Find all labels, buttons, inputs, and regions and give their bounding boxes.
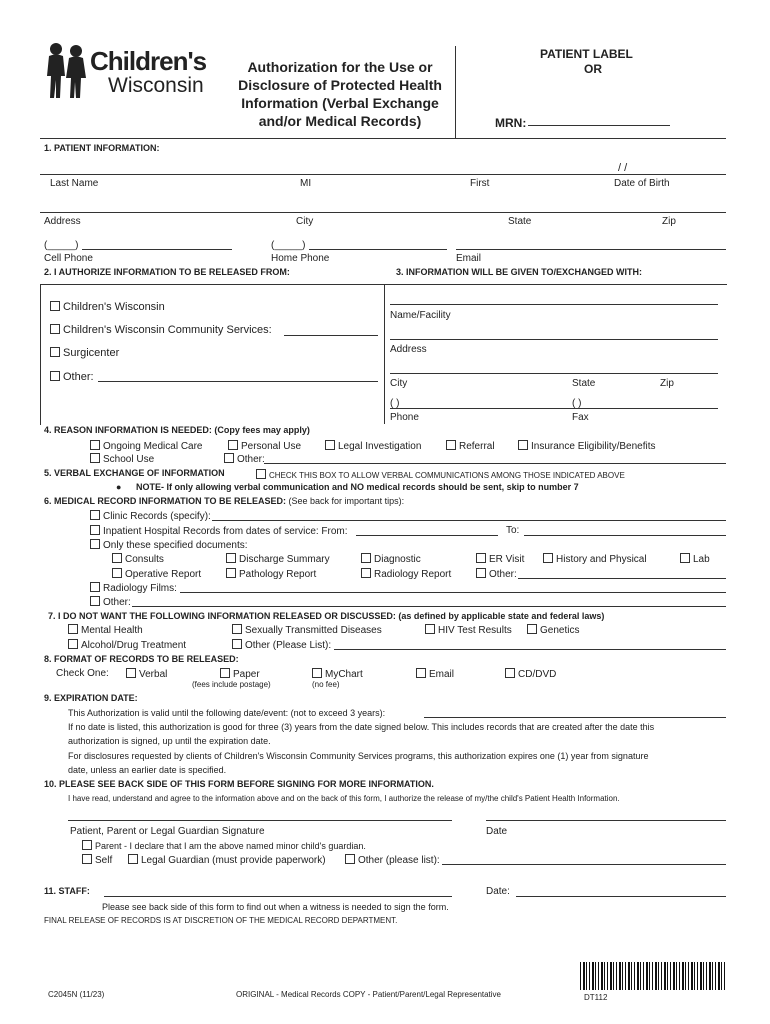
staff-date-field[interactable] — [516, 896, 726, 897]
home-paren: (_____) — [271, 240, 306, 251]
checkbox[interactable] — [68, 639, 78, 649]
opt-label: History and Physical — [556, 554, 647, 565]
logo — [44, 42, 214, 102]
title-line-4: and/or Medical Records) — [258, 113, 422, 129]
format-mychart[interactable] — [312, 668, 363, 680]
s4-note: (Copy fees may apply) — [214, 425, 310, 435]
records-other-field[interactable] — [132, 606, 726, 607]
opt-label: Surgicenter — [63, 347, 120, 359]
verbal-checkbox[interactable] — [256, 469, 625, 480]
address-line[interactable] — [40, 212, 726, 213]
reason-other-field[interactable] — [264, 463, 726, 464]
checkbox[interactable] — [90, 596, 100, 606]
reason-insurance[interactable] — [518, 440, 656, 452]
mrn-label: MRN: — [495, 116, 527, 130]
exclude-std[interactable] — [232, 624, 382, 636]
recipient-city-field[interactable] — [390, 373, 718, 374]
community-field[interactable] — [284, 335, 378, 336]
title-line-1: Authorization for the Use or — [247, 59, 433, 75]
logo-line1: Children's — [90, 46, 207, 76]
doc-history-physical[interactable] — [543, 553, 647, 565]
form-title — [225, 58, 455, 130]
reason-ongoing[interactable] — [90, 440, 203, 452]
section23-divider — [384, 284, 385, 424]
exclude-alcohol[interactable] — [68, 639, 186, 651]
checkbox[interactable] — [82, 840, 92, 850]
mychart-note: (no fee) — [312, 680, 340, 689]
doc-operative[interactable] — [112, 568, 201, 580]
recipient-phone-field[interactable] — [390, 408, 718, 409]
opt-label: Pathology Report — [239, 569, 317, 580]
checkbox[interactable] — [90, 453, 100, 463]
section2-heading: 2. I AUTHORIZE INFORMATION TO BE RELEASED FROM: — [44, 267, 290, 277]
city-label: City — [296, 216, 314, 227]
reason-other[interactable] — [224, 453, 265, 465]
s7-note: (as defined by applicable state and federal laws) — [398, 611, 605, 621]
exclude-mental-health[interactable] — [68, 624, 143, 636]
section6-heading — [44, 496, 404, 506]
opt-label: Sexually Transmitted Diseases — [245, 625, 382, 636]
opt-label: Only these specified documents: — [103, 540, 248, 551]
check-one-label: Check One: — [56, 668, 109, 679]
opt-label: Self — [95, 855, 113, 866]
signer-other[interactable] — [345, 854, 440, 866]
checkbox[interactable] — [361, 568, 371, 578]
signature-date-label: Date — [486, 826, 508, 837]
mi-label: MI — [300, 178, 312, 189]
format-cd-dvd[interactable] — [505, 668, 556, 680]
release-from-community[interactable] — [50, 324, 272, 336]
checkbox[interactable] — [90, 539, 100, 549]
format-paper[interactable] — [220, 668, 260, 680]
section8-heading: 8. FORMAT OF RECORDS TO BE RELEASED: — [44, 654, 239, 664]
fax-paren: ( ) — [572, 398, 582, 409]
recipient-city-label: City — [390, 378, 408, 389]
signature-label: Patient, Parent or Legal Guardian Signature — [70, 826, 265, 837]
doc-pathology[interactable] — [226, 568, 316, 580]
opt-label: Inpatient Hospital Records from dates of service: From: — [103, 526, 348, 537]
checkbox[interactable] — [90, 440, 100, 450]
checkbox[interactable] — [518, 440, 528, 450]
signature-field[interactable] — [68, 820, 452, 821]
release-from-surgicenter[interactable] — [50, 347, 119, 359]
opt-label: Operative Report — [125, 569, 202, 580]
patient-label-heading: PATIENT LABEL — [540, 47, 633, 61]
phone-label: Phone — [390, 412, 419, 423]
section7-heading — [48, 611, 604, 621]
cell-paren: (_____) — [44, 240, 79, 251]
recipient-zip-label: Zip — [660, 378, 674, 389]
checkbox[interactable] — [112, 568, 122, 578]
checkbox[interactable] — [505, 668, 515, 678]
opt-label: MyChart — [325, 669, 363, 680]
clinic-records-field[interactable] — [212, 520, 726, 521]
barcode — [580, 962, 726, 990]
recipient-address-label: Address — [390, 344, 427, 355]
opt-label: School Use — [103, 454, 155, 465]
from-date-field[interactable] — [356, 535, 498, 536]
email-label: Email — [456, 253, 482, 264]
to-date-field[interactable] — [524, 535, 726, 536]
opt-label: Discharge Summary — [239, 554, 330, 565]
opt-label: Ongoing Medical Care — [103, 441, 203, 452]
doc-diagnostic[interactable] — [361, 553, 421, 565]
verbal-bullet: ● — [116, 482, 122, 492]
opt-label: Other: — [489, 569, 517, 580]
section1-heading: 1. PATIENT INFORMATION: — [44, 143, 160, 153]
opt-label: Mental Health — [81, 625, 143, 636]
checkbox[interactable] — [226, 568, 236, 578]
state-label: State — [508, 216, 532, 227]
opt-label: Alcohol/Drug Treatment — [81, 640, 187, 651]
signature-date-field[interactable] — [486, 820, 726, 821]
opt-label: Radiology Report — [374, 569, 452, 580]
doc-radiology-report[interactable] — [361, 568, 451, 580]
section3-heading: 3. INFORMATION WILL BE GIVEN TO/EXCHANGED WITH: — [396, 267, 643, 277]
first-label: First — [470, 178, 490, 189]
doc-other[interactable] — [476, 568, 517, 580]
checkbox[interactable] — [220, 668, 230, 678]
inpatient-records[interactable] — [90, 525, 348, 537]
patient-label-or: OR — [584, 62, 602, 76]
opt-label: Other: — [63, 371, 94, 383]
checkbox[interactable] — [416, 668, 426, 678]
checkbox[interactable] — [68, 624, 78, 634]
checkbox[interactable] — [256, 469, 266, 479]
radiology-films-field[interactable] — [180, 592, 726, 593]
opt-label: Personal Use — [241, 441, 302, 452]
checkbox[interactable] — [90, 582, 100, 592]
checkbox[interactable] — [50, 324, 60, 334]
checkbox[interactable] — [128, 854, 138, 864]
s6-title: 6. MEDICAL RECORD INFORMATION TO BE RELEASED: — [44, 496, 287, 506]
checkbox[interactable] — [345, 854, 355, 864]
checkbox[interactable] — [476, 553, 486, 563]
checkbox[interactable] — [228, 440, 238, 450]
checkbox[interactable] — [232, 639, 242, 649]
verbal-check-text: CHECK THIS BOX TO ALLOW VERBAL COMMUNICATIONS AMONG THOSE INDICATED ABOVE — [269, 471, 625, 480]
checkbox[interactable] — [527, 624, 537, 634]
records-other[interactable] — [90, 596, 131, 608]
recipient-address-field[interactable] — [390, 339, 718, 340]
reason-personal[interactable] — [228, 440, 301, 452]
opt-label: Email — [429, 669, 455, 680]
checkbox[interactable] — [476, 568, 486, 578]
opt-label: Children's Wisconsin — [63, 301, 165, 313]
reason-school[interactable] — [90, 453, 154, 465]
opt-label: Consults — [125, 554, 164, 565]
opt-label: Legal Guardian (must provide paperwork) — [141, 855, 326, 866]
opt-label: Genetics — [540, 625, 580, 636]
opt-label: Paper — [233, 669, 260, 680]
dob-slashes: / / — [618, 162, 628, 174]
exclude-other[interactable] — [232, 639, 331, 651]
section11-heading: 11. STAFF: — [44, 886, 90, 896]
checkbox[interactable] — [312, 668, 322, 678]
home-phone-field[interactable] — [309, 249, 447, 250]
opt-label: Insurance Eligibility/Benefits — [531, 441, 656, 452]
signer-self[interactable] — [82, 854, 112, 866]
cell-label: Cell Phone — [44, 253, 93, 264]
doc-lab[interactable] — [680, 553, 710, 565]
reason-referral[interactable] — [446, 440, 495, 452]
checkbox[interactable] — [325, 440, 335, 450]
release-from-other[interactable] — [50, 371, 94, 383]
opt-label: Parent - I declare that I am the above named minor child's guardian. — [95, 841, 366, 851]
exclude-other-field[interactable] — [334, 649, 726, 650]
doc-consults[interactable] — [112, 553, 164, 565]
facility-label: Name/Facility — [390, 310, 451, 321]
checkbox[interactable] — [232, 624, 242, 634]
checkbox[interactable] — [224, 453, 234, 463]
checkbox[interactable] — [50, 371, 60, 381]
form-code: C2045N (11/23) — [48, 990, 105, 999]
opt-label: Other: — [237, 454, 265, 465]
signer-other-field[interactable] — [442, 864, 726, 865]
reason-legal[interactable] — [325, 440, 421, 452]
exclude-hiv[interactable] — [425, 624, 512, 636]
agreement-text: I have read, understand and agree to the information above and on the back of this form, I authorize the release of my/the child's Patient Health Information. — [68, 794, 620, 803]
section4-heading — [44, 425, 310, 435]
cell-phone-field[interactable] — [82, 249, 232, 250]
checkbox[interactable] — [361, 553, 371, 563]
checkbox[interactable] — [50, 301, 60, 311]
name-line[interactable] — [40, 174, 726, 175]
final-release-note: FINAL RELEASE OF RECORDS IS AT DISCRETION OF THE MEDICAL RECORD DEPARTMENT. — [44, 916, 398, 925]
opt-label: Legal Investigation — [338, 441, 422, 452]
verbal-note: NOTE- If only allowing verbal communication and NO medical records should be sent, skip to number 7 — [136, 482, 579, 492]
paper-note: (fees include postage) — [192, 680, 271, 689]
checkbox[interactable] — [446, 440, 456, 450]
opt-label: Verbal — [139, 669, 168, 680]
to-label: To: — [506, 525, 520, 536]
opt-label: Other (Please List): — [245, 640, 332, 651]
doc-er-visit[interactable] — [476, 553, 524, 565]
checkbox[interactable] — [226, 553, 236, 563]
format-email[interactable] — [416, 668, 454, 680]
opt-label: ER Visit — [489, 554, 525, 565]
header-divider — [455, 46, 456, 138]
checkbox[interactable] — [82, 854, 92, 864]
opt-label: CD/DVD — [518, 669, 557, 680]
only-documents[interactable] — [90, 539, 248, 551]
doc-discharge[interactable] — [226, 553, 330, 565]
logo-line2: Wisconsin — [108, 74, 204, 97]
children-figures-logo-icon — [44, 42, 90, 100]
expiration-line1: This Authorization is valid until the following date/event: (not to exceed 3 years): — [68, 708, 386, 718]
checkbox[interactable] — [126, 668, 136, 678]
release-other-field[interactable] — [98, 381, 378, 382]
staff-field[interactable] — [104, 896, 452, 897]
expiration-line3: authorization is signed, up until the expiration date. — [68, 736, 271, 746]
checkbox[interactable] — [90, 525, 100, 535]
doc-other-field[interactable] — [518, 578, 726, 579]
title-line-3: Information (Verbal Exchange — [241, 95, 439, 111]
recipient-state-label: State — [572, 378, 596, 389]
clinic-records[interactable] — [90, 510, 211, 522]
checkbox[interactable] — [90, 510, 100, 520]
opt-label: Diagnostic — [374, 554, 421, 565]
phone-paren: ( ) — [390, 398, 400, 409]
s7-title: 7. I DO NOT WANT THE FOLLOWING INFORMATION RELEASED OR DISCUSSED: — [48, 611, 396, 621]
expiration-line2: If no date is listed, this authorization is good for three (3) years from the date signed below. This includes records that are created after the date this — [68, 722, 655, 732]
opt-label: Referral — [459, 441, 495, 452]
parent-declaration[interactable] — [82, 840, 366, 851]
section9-heading: 9. EXPIRATION DATE: — [44, 693, 138, 703]
opt-label: Other (please list): — [358, 855, 440, 866]
zip-label: Zip — [662, 216, 676, 227]
staff-date-label: Date: — [486, 886, 510, 897]
s6-note: (See back for important tips): — [288, 496, 405, 506]
signer-guardian[interactable] — [128, 854, 326, 866]
radiology-films[interactable] — [90, 582, 177, 594]
opt-label: Other: — [103, 597, 131, 608]
last-name-label: Last Name — [50, 178, 99, 189]
opt-label: Children's Wisconsin Community Services: — [63, 324, 272, 336]
header-rule — [40, 138, 726, 139]
title-line-2: Disclosure of Protected Health — [238, 77, 442, 93]
expiration-date-field[interactable] — [424, 717, 726, 718]
exclude-genetics[interactable] — [527, 624, 579, 636]
witness-note: Please see back side of this form to find out when a witness is needed to sign the form. — [102, 902, 449, 912]
checkbox[interactable] — [425, 624, 435, 634]
s4-title: 4. REASON INFORMATION IS NEEDED: — [44, 425, 212, 435]
section5-heading: 5. VERBAL EXCHANGE OF INFORMATION — [44, 468, 225, 478]
opt-label: HIV Test Results — [438, 625, 512, 636]
facility-field[interactable] — [390, 304, 718, 305]
email-field[interactable] — [456, 249, 726, 250]
expiration-line4: For disclosures requested by clients of Children's Wisconsin Community Services programs, this authorization expires one (1) year from signature — [68, 751, 649, 761]
expiration-line5: date, unless an earlier date is specified. — [68, 765, 227, 775]
checkbox[interactable] — [50, 347, 60, 357]
checkbox[interactable] — [543, 553, 553, 563]
opt-label: Clinic Records (specify): — [103, 511, 211, 522]
mrn-field[interactable] — [528, 125, 670, 126]
opt-label: Lab — [693, 554, 710, 565]
release-from-childrens[interactable] — [50, 301, 165, 313]
fax-label: Fax — [572, 412, 589, 423]
format-verbal[interactable] — [126, 668, 167, 680]
barcode-code: DT112 — [584, 993, 608, 1002]
opt-label: Radiology Films: — [103, 583, 177, 594]
checkbox[interactable] — [680, 553, 690, 563]
address-label: Address — [44, 216, 81, 227]
copy-distribution: ORIGINAL - Medical Records COPY - Patient/Parent/Legal Representative — [236, 990, 502, 999]
home-label: Home Phone — [271, 253, 330, 264]
checkbox[interactable] — [112, 553, 122, 563]
section10-heading: 10. PLEASE SEE BACK SIDE OF THIS FORM BEFORE SIGNING FOR MORE INFORMATION. — [44, 779, 434, 789]
dob-label: Date of Birth — [614, 178, 670, 189]
